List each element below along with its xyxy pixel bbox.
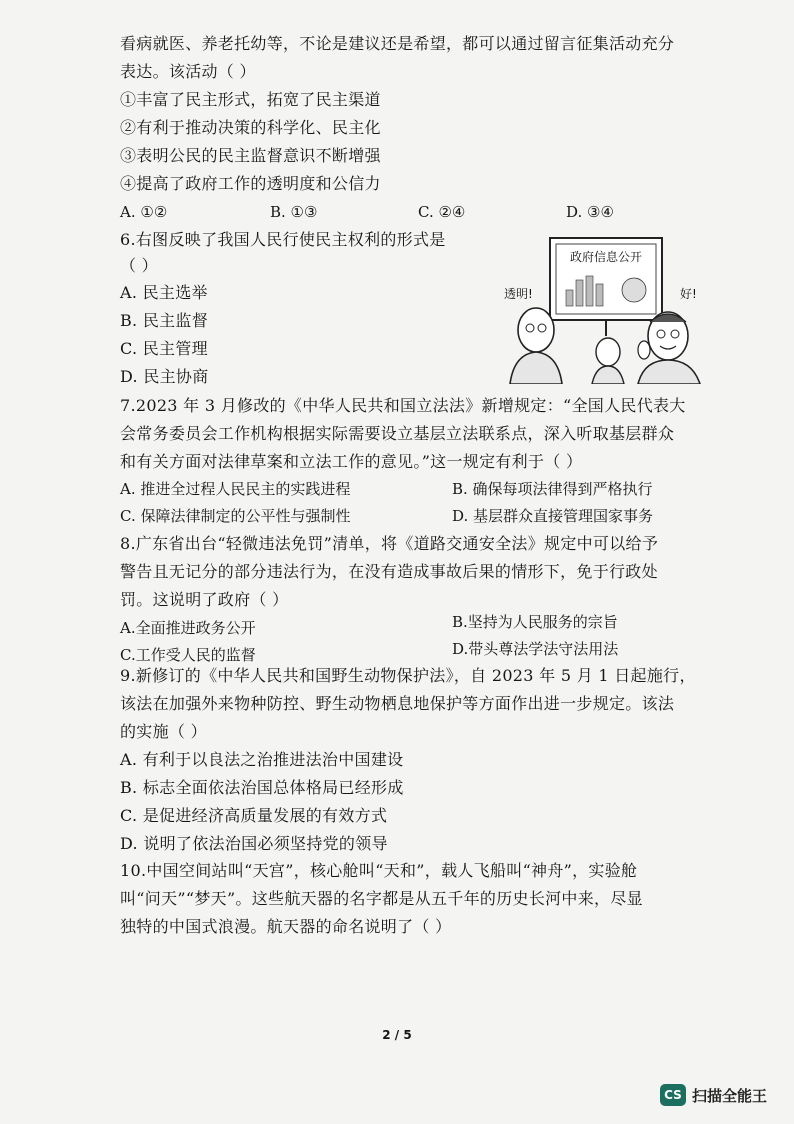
q9-option-a: A. 有利于以良法之治推进法治中国建设 [120,750,404,769]
q6-cartoon [500,232,712,384]
right-speech: 好! [680,287,697,301]
q8-stem-line-1: 8.广东省出台“轻微违法免罚”清单，将《道路交通安全法》规定中可以给予 [120,534,659,553]
q7-option-d: D. 基层群众直接管理国家事务 [452,507,654,525]
q10-stem-line-3: 独特的中国式浪漫。航天器的命名说明了（ ） [120,917,452,936]
q9-stem-line-2: 该法在加强外来物种防控、野生动物栖息地保护等方面作出进一步规定。该法 [120,694,675,713]
q8-stem-line-3: 罚。这说明了政府（ ） [120,590,289,609]
q9-stem-line-1: 9.新修订的《中华人民共和国野生动物保护法》，自 2023 年 5 月 1 日起施行， [120,666,696,685]
left-speech: 透明! [504,287,533,301]
camscanner-logo-icon: CS [660,1084,686,1106]
q9-option-b: B. 标志全面依法治国总体格局已经形成 [120,778,404,797]
q7-option-b: B. 确保每项法律得到严格执行 [452,480,653,498]
scanner-watermark [660,1084,767,1106]
q9-stem-line-3: 的实施（ ） [120,722,207,741]
q7-stem-line-3: 和有关方面对法律草案和立法工作的意见。”这一规定有利于（ ） [120,452,583,471]
q10-stem-line-1: 10.中国空间站叫“天宫”，核心舱叫“天和”，载人飞船叫“神舟”，实验舱 [120,861,638,880]
q7-stem-line-2: 会常务委员会工作机构根据实际需要设立基层立法联系点，深入听取基层群众 [120,424,675,443]
q6-option-d: D. 民主协商 [120,367,209,386]
q5-statement-3: ③表明公民的民主监督意识不断增强 [120,146,381,165]
q5-option-b: B. ①③ [270,203,318,221]
q8-option-c: C.工作受人民的监督 [120,646,256,664]
q6-option-a: A. 民主选举 [120,283,208,302]
q5-option-a: A. ①② [120,203,168,221]
board-title: 政府信息公开 [569,250,643,264]
page-number: 2 / 5 [382,1028,412,1042]
q9-option-c: C. 是促进经济高质量发展的有效方式 [120,806,388,825]
q8-stem-line-2: 警告且无记分的部分违法行为，在没有造成事故后果的情形下，免于行政处 [120,562,658,581]
q6-option-c: C. 民主管理 [120,339,208,358]
q5-stem-line-2: 表达。该活动（ ） [120,62,256,81]
q9-option-d: D. 说明了依法治国必须坚持党的领导 [120,834,388,853]
brand-name: 扫描全能王 [692,1086,768,1105]
q5-statement-4: ④提高了政府工作的透明度和公信力 [120,174,381,193]
q7-option-a: A. 推进全过程人民民主的实践进程 [120,480,351,498]
q6-stem-line-2: （ ） [120,256,158,275]
q8-option-a: A.全面推进政务公开 [120,619,256,637]
q5-option-c: C. ②④ [418,203,466,221]
q5-option-d: D. ③④ [566,203,614,221]
q7-option-c: C. 保障法律制定的公平性与强制性 [120,507,351,525]
q8-option-d: D.带头尊法学法守法用法 [452,640,619,658]
q5-statement-2: ②有利于推动决策的科学化、民主化 [120,118,381,137]
q5-statement-1: ①丰富了民主形式，拓宽了民主渠道 [120,90,381,109]
q8-option-b: B.坚持为人民服务的宗旨 [452,613,618,631]
q7-stem-line-1: 7.2023 年 3 月修改的《中华人民共和国立法法》新增规定：“全国人民代表大 [120,396,686,415]
q5-stem-line-1: 看病就医、养老托幼等，不论是建议还是希望，都可以通过留言征集活动充分 [120,34,675,53]
q6-option-b: B. 民主监督 [120,311,209,330]
q10-stem-line-2: 叫“问天”“梦天”。这些航天器的名字都是从五千年的历史长河中来，尽显 [120,889,643,908]
q6-stem-line-1: 6.右图反映了我国人民行使民主权利的形式是 [120,230,446,249]
